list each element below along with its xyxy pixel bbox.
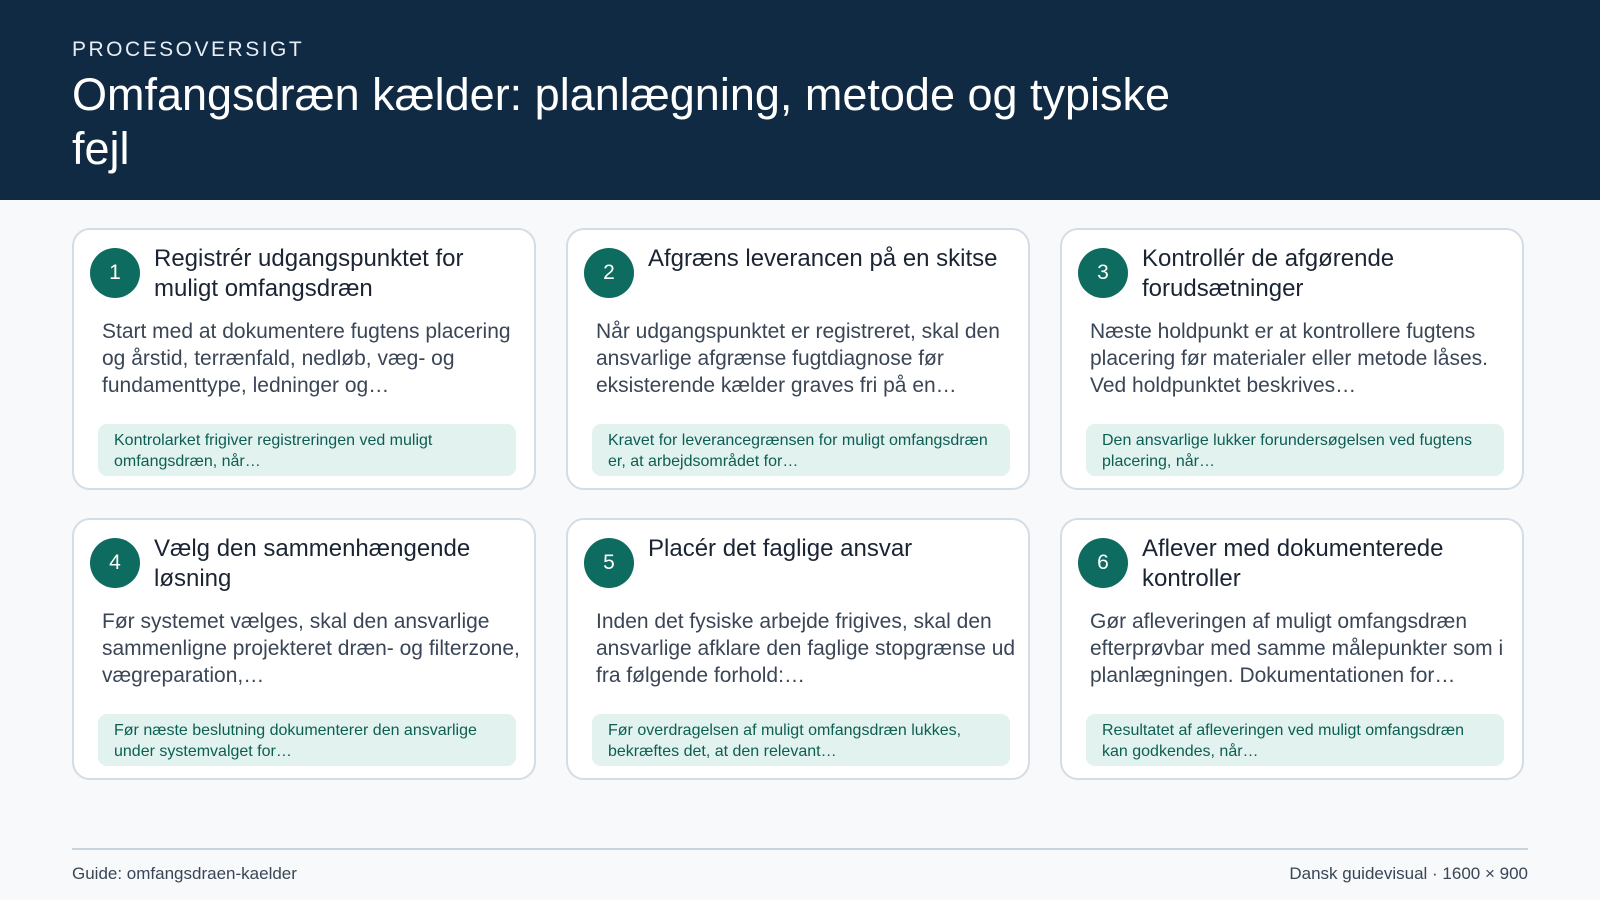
step-description: Start med at dokumentere fugtens placering og årstid, terrænfald, nedløb, væg- og fundamenttype, ledninger og… <box>102 320 511 397</box>
page-title: Omfangsdræn kælder: planlægning, metode og typiske fejl <box>72 69 1171 174</box>
step-number-badge: 4 <box>90 538 140 588</box>
step-description: Inden det fysiske arbejde frigives, skal den ansvarlige afklare den faglige stopgrænse ud fra følgende forhold:… <box>596 610 1016 687</box>
step-note: Før overdragelsen af muligt omfangsdræn lukkes, bekræftes det, at den relevant… <box>592 714 1010 766</box>
step-description: Før systemet vælges, skal den ansvarlige sammenligne projekteret dræn- og filterzone, vægreparation,… <box>102 610 520 687</box>
step-card-1 <box>72 228 536 490</box>
step-description: Når udgangspunktet er registreret, skal den ansvarlige afgrænse fugtdiagnose før eksisterende kælder graves fri på en… <box>596 320 1000 397</box>
step-card-4 <box>72 518 536 780</box>
step-card-5 <box>566 518 1030 780</box>
step-number-badge: 3 <box>1078 248 1128 298</box>
header-banner <box>0 0 1600 200</box>
step-note: Kravet for leverancegrænsen for muligt omfangsdræn er, at arbejdsområdet for… <box>592 424 1010 476</box>
step-note: Kontrolarket frigiver registreringen ved muligt omfangsdræn, når… <box>98 424 516 476</box>
step-title: Aflever med dokumenterede kontroller <box>1142 535 1444 592</box>
footer-guide-label: Guide: omfangsdraen-kaelder <box>72 864 297 883</box>
step-number-badge: 5 <box>584 538 634 588</box>
footer-format-label: Dansk guidevisual · 1600 × 900 <box>1289 864 1528 883</box>
step-title: Registrér udgangspunktet for muligt omfangsdræn <box>154 245 464 302</box>
step-title: Afgræns leverancen på en skitse <box>648 245 998 272</box>
step-note: Den ansvarlige lukker forundersøgelsen ved fugtens placering, når… <box>1086 424 1504 476</box>
step-description: Gør afleveringen af muligt omfangsdræn efterprøvbar med samme målepunkter som i planlægningen. Dokumentationen for… <box>1090 610 1504 687</box>
step-number-badge: 6 <box>1078 538 1128 588</box>
step-card-3 <box>1060 228 1524 490</box>
step-card-6 <box>1060 518 1524 780</box>
step-number-badge: 1 <box>90 248 140 298</box>
step-card-2 <box>566 228 1030 490</box>
step-title: Kontrollér de afgørende forudsætninger <box>1142 245 1395 302</box>
step-title: Placér det faglige ansvar <box>648 535 913 562</box>
step-title: Vælg den sammenhængende løsning <box>154 535 471 592</box>
step-note: Før næste beslutning dokumenterer den ansvarlige under systemvalget for… <box>98 714 516 766</box>
footer-divider <box>72 848 1528 850</box>
step-note: Resultatet af afleveringen ved muligt omfangsdræn kan godkendes, når… <box>1086 714 1504 766</box>
step-number-badge: 2 <box>584 248 634 298</box>
step-description: Næste holdpunkt er at kontrollere fugtens placering før materialer eller metode låses. Ved holdpunktet beskrives… <box>1090 320 1488 397</box>
eyebrow-label: PROCESOVERSIGT <box>72 38 305 61</box>
